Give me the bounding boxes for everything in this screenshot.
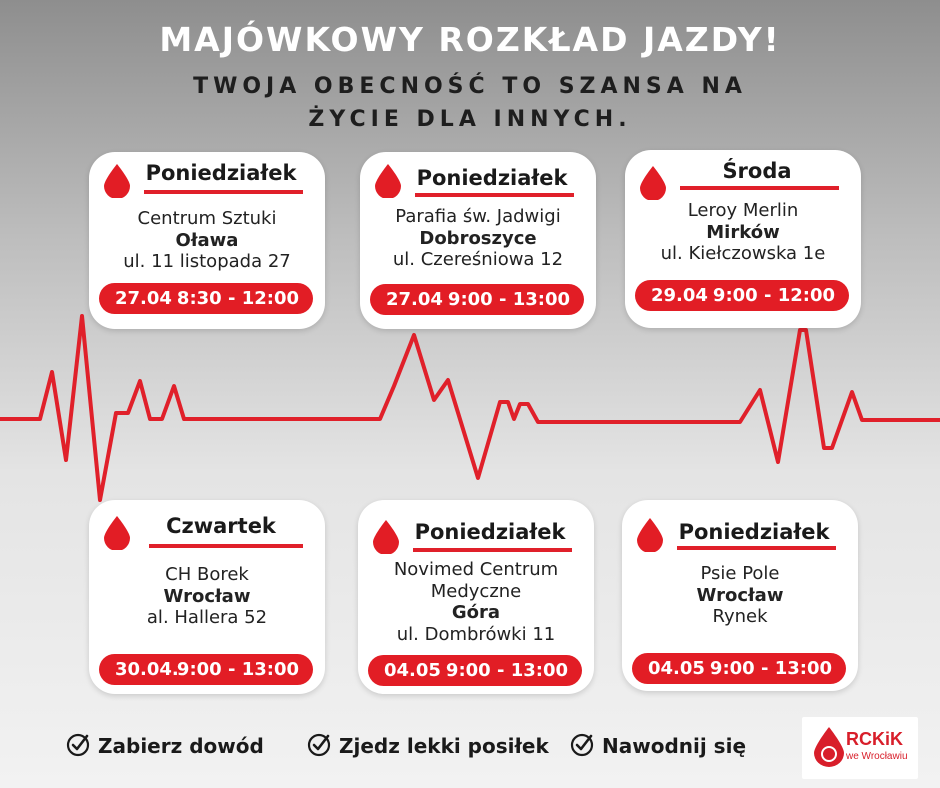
event-address xyxy=(360,206,596,271)
day-underline xyxy=(415,193,574,197)
event-date: 29.04 xyxy=(651,285,708,306)
event-street: ul. Czereśniowa 12 xyxy=(392,249,564,270)
event-city: Wrocław xyxy=(163,585,251,607)
day-underline xyxy=(413,548,572,552)
event-city: Góra xyxy=(451,602,501,623)
event-card xyxy=(358,500,594,694)
event-place: Centrum Sztuki xyxy=(137,208,277,229)
blood-drop-icon xyxy=(104,164,130,198)
event-time: 9:00 - 13:00 xyxy=(176,659,299,680)
event-date-time xyxy=(632,653,846,684)
event-card xyxy=(360,152,596,329)
event-day: Poniedziałek xyxy=(414,520,566,544)
event-time: 9:00 - 12:00 xyxy=(712,285,835,306)
event-day: Poniedziałek xyxy=(678,520,830,544)
event-address xyxy=(622,563,858,628)
event-place: Leroy Merlin xyxy=(687,200,799,221)
page-title: MAJÓWKOWY ROZKŁAD JAZDY! xyxy=(159,20,781,59)
day-underline xyxy=(149,544,303,548)
event-date-time xyxy=(99,283,313,314)
blood-drop-icon xyxy=(637,518,663,552)
blood-drop-logo-icon xyxy=(814,727,844,767)
tip-item xyxy=(570,733,746,758)
event-street: Rynek xyxy=(712,606,768,627)
event-street: ul. Dombrówki 11 xyxy=(396,623,556,645)
event-day: Poniedziałek xyxy=(145,161,297,185)
check-circle-icon xyxy=(307,733,331,757)
tip-item xyxy=(307,733,549,758)
event-address xyxy=(625,200,861,265)
event-date-time xyxy=(368,655,582,686)
event-date-time xyxy=(99,654,313,685)
page-subtitle: TWOJA OBECNOŚĆ TO SZANSA NA ŻYCIE DLA INNYCH. xyxy=(193,74,747,132)
tip-label: Zjedz lekki posiłek xyxy=(339,734,549,758)
blood-drop-icon xyxy=(375,164,401,198)
event-date-time xyxy=(370,284,584,315)
event-time: 8:30 - 12:00 xyxy=(176,288,299,309)
event-street: al. Hallera 52 xyxy=(146,607,268,628)
event-place: CH Borek xyxy=(165,564,249,585)
event-address xyxy=(358,559,594,645)
event-place: Parafia św. Jadwigi xyxy=(395,206,561,227)
tip-item xyxy=(66,733,264,758)
check-circle-icon xyxy=(66,733,90,757)
event-card xyxy=(625,150,861,328)
event-date-time xyxy=(635,280,849,311)
blood-drop-icon xyxy=(373,520,399,554)
day-underline xyxy=(680,186,839,190)
event-date: 27.04 xyxy=(386,289,443,310)
event-time: 9:00 - 13:00 xyxy=(445,660,568,681)
logo-name: RCKiK xyxy=(846,729,903,749)
event-time: 9:00 - 13:00 xyxy=(709,658,832,679)
event-city: Mirków xyxy=(706,221,780,243)
event-place: Psie Pole xyxy=(700,563,780,584)
event-city: Oława xyxy=(175,229,239,251)
logo-subtitle: we Wrocławiu xyxy=(846,751,908,762)
event-place: Novimed Centrum Medyczne xyxy=(393,559,559,602)
event-date: 30.04. xyxy=(115,659,179,680)
event-day: Środa xyxy=(722,159,792,183)
event-city: Dobroszyce xyxy=(419,227,537,249)
event-street: ul. 11 listopada 27 xyxy=(123,251,291,272)
rckik-logo xyxy=(802,717,918,779)
event-card xyxy=(622,500,858,691)
event-city: Wrocław xyxy=(696,584,784,606)
event-day: Poniedziałek xyxy=(416,166,568,190)
blood-drop-icon xyxy=(104,516,130,550)
event-card xyxy=(89,500,325,694)
event-date: 04.05 xyxy=(648,658,705,679)
event-day: Czwartek xyxy=(166,514,276,538)
check-circle-icon xyxy=(570,733,594,757)
event-date: 27.04 xyxy=(115,288,172,309)
event-address xyxy=(89,208,325,273)
day-underline xyxy=(677,546,836,550)
event-address xyxy=(89,564,325,629)
event-street: ul. Kiełczowska 1e xyxy=(660,243,826,264)
event-card xyxy=(89,152,325,329)
event-time: 9:00 - 13:00 xyxy=(447,289,570,310)
day-underline xyxy=(144,190,303,194)
blood-drop-icon xyxy=(640,166,666,200)
event-date: 04.05 xyxy=(384,660,441,681)
tip-label: Nawodnij się xyxy=(602,734,747,758)
tip-label: Zabierz dowód xyxy=(98,734,264,758)
